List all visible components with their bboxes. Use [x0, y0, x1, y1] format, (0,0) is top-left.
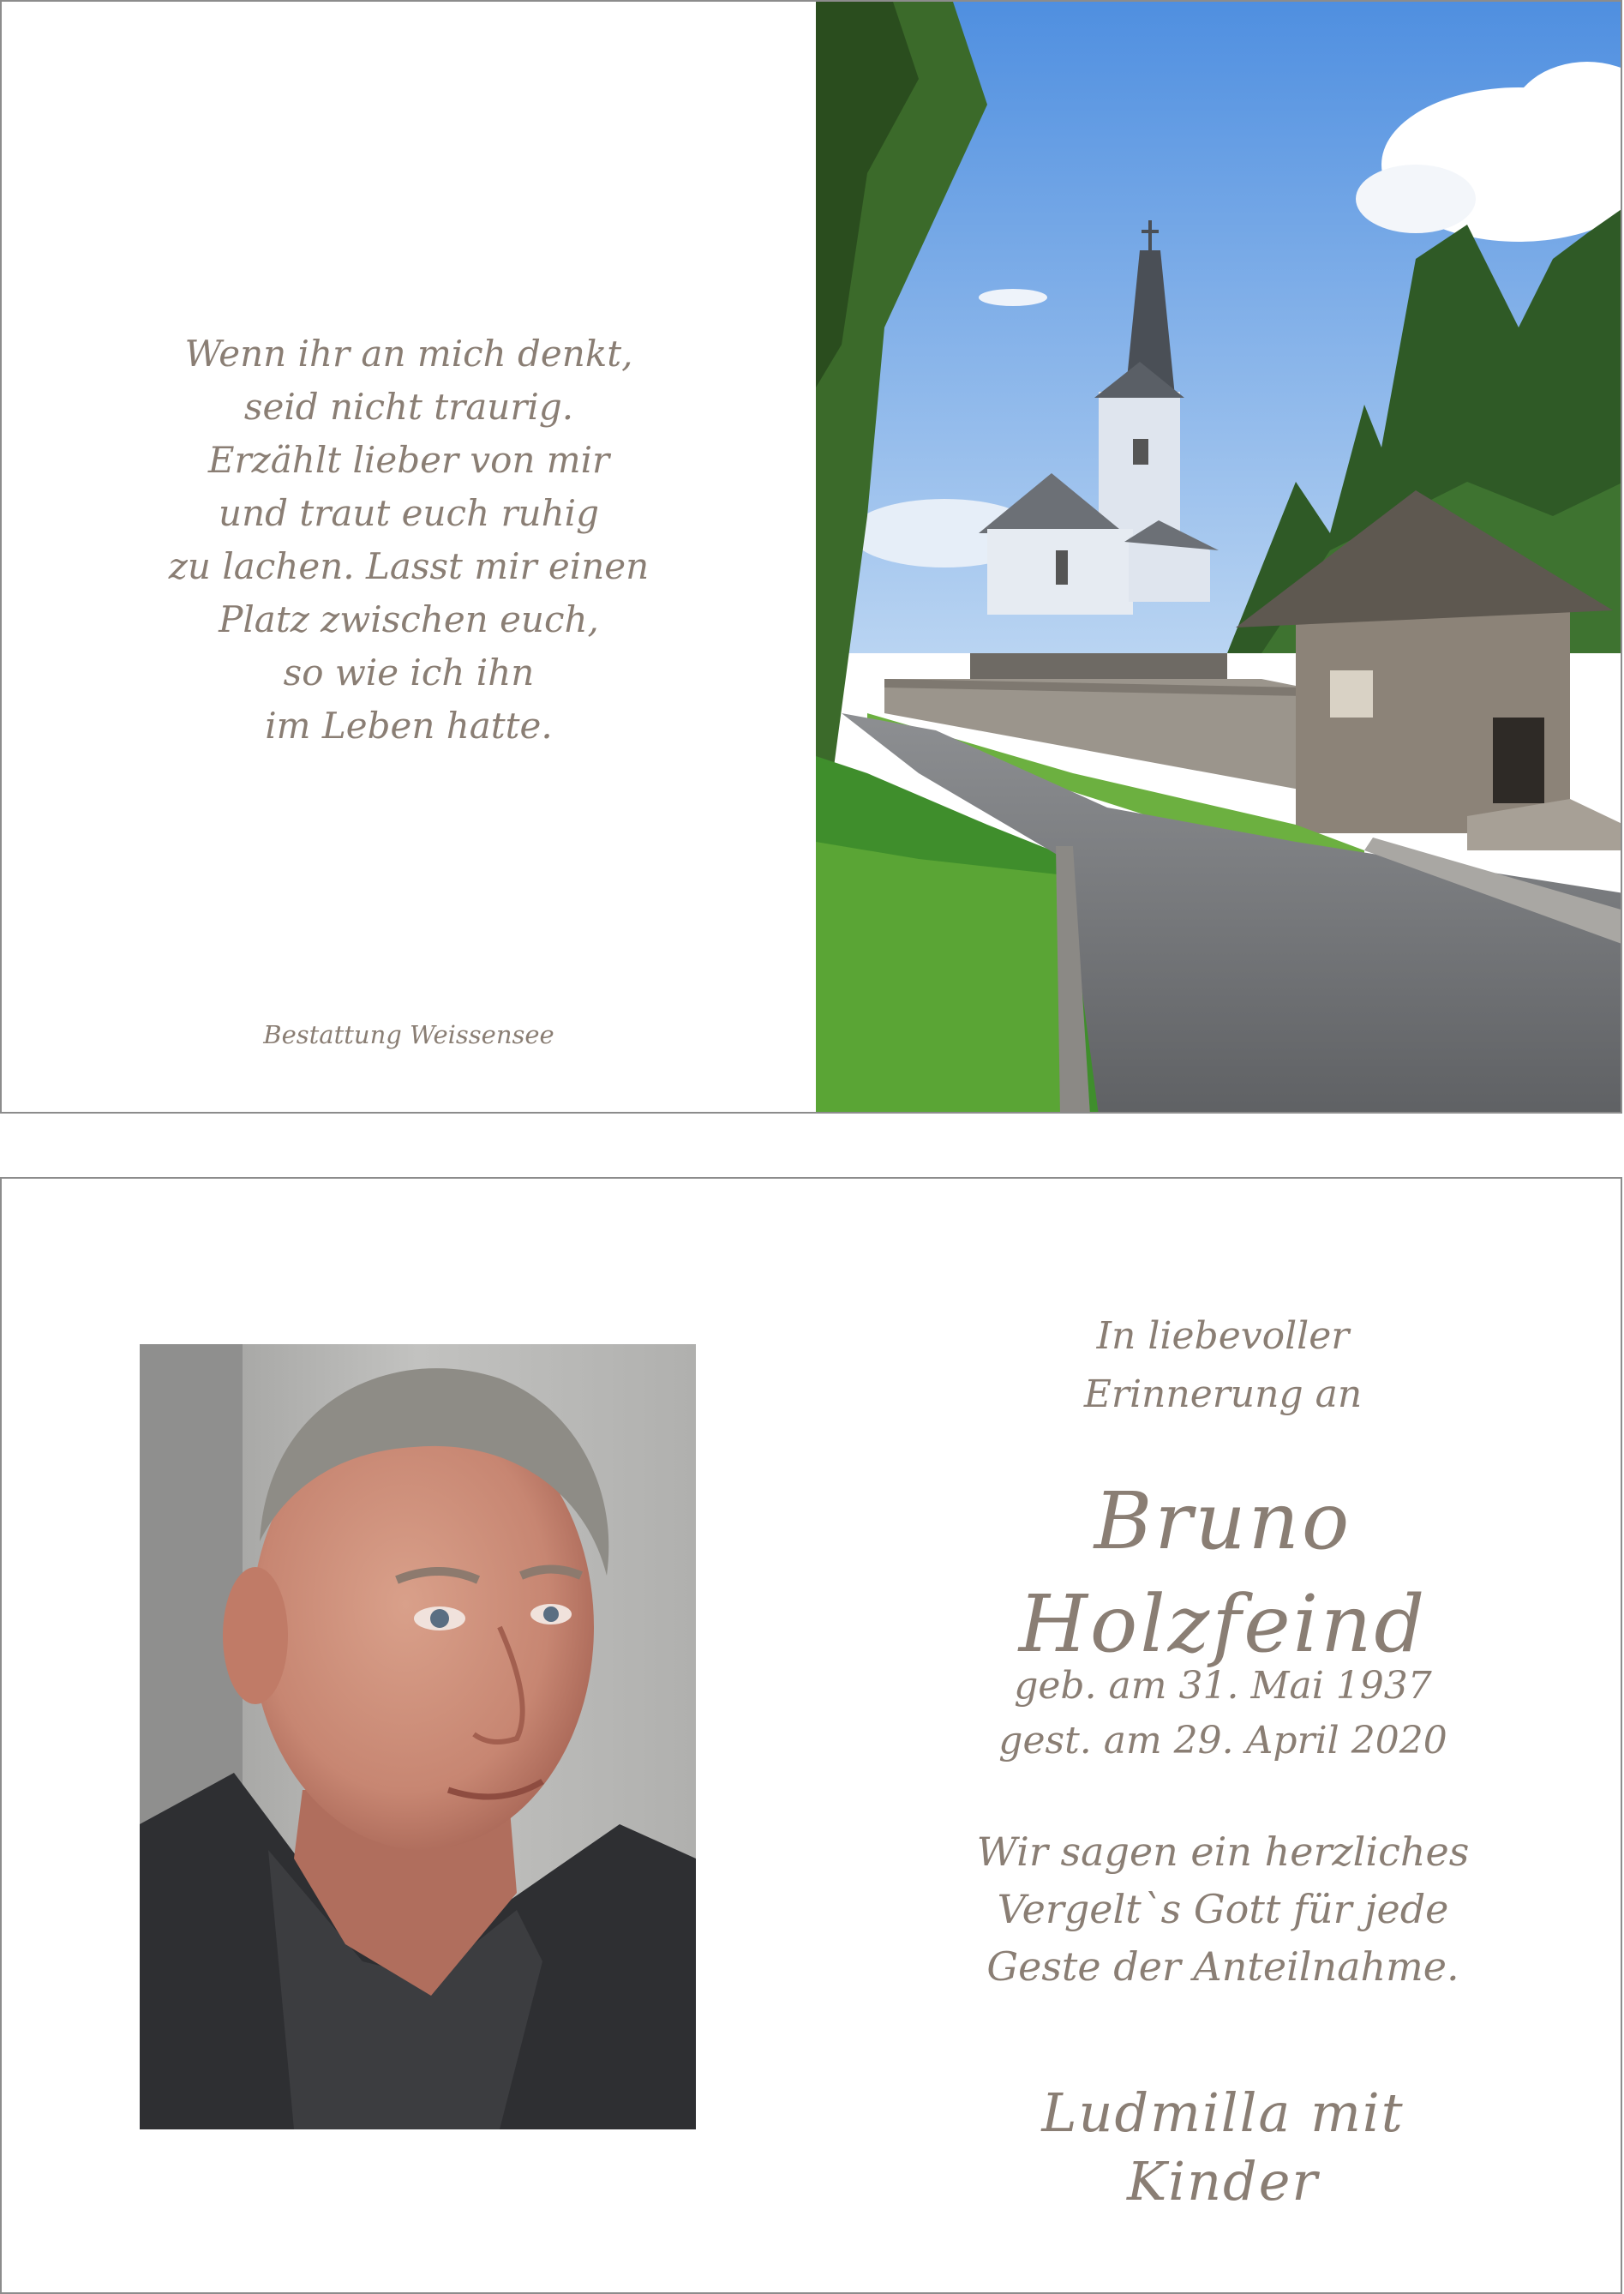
thanks-line: Wir sagen ein herzliches — [976, 1829, 1470, 1875]
intro-text — [944, 1307, 1501, 1424]
family-signature: Ludmilla mit Kinder — [1041, 2081, 1405, 2213]
intro-line: In liebevoller — [1096, 1314, 1350, 1358]
last-name: Holzfeind — [1018, 1578, 1428, 1670]
first-name: Bruno — [1094, 1475, 1352, 1567]
poem-line: Platz zwischen euch, — [219, 598, 599, 640]
life-dates — [944, 1659, 1501, 1769]
thanks-text — [944, 1823, 1501, 1996]
birth-date: geb. am 31. Mai 1937 — [1014, 1664, 1432, 1708]
thanks-line: Geste der Anteilnahme. — [986, 1943, 1459, 1990]
inside-card — [0, 1177, 1622, 2294]
church-cemetery-photo — [816, 2, 1622, 1114]
poem-line: Erzählt lieber von mir — [207, 439, 610, 481]
front-card — [0, 0, 1622, 1114]
poem-line: zu lachen. Lasst mir einen — [168, 545, 650, 587]
poem-line: so wie ich ihn — [283, 652, 535, 694]
intro-line: Erinnerung an — [1083, 1372, 1363, 1416]
deceased-name — [944, 1470, 1501, 1676]
poem-line: seid nicht traurig. — [243, 386, 574, 428]
poem-line: Wenn ihr an mich denkt, — [184, 333, 633, 375]
funeral-home-name: Bestattung Weissensee — [263, 1020, 554, 1049]
poem — [2, 327, 816, 753]
poem-line: und traut euch ruhig — [219, 492, 599, 534]
poem-line: im Leben hatte. — [265, 705, 553, 747]
portrait-photo — [140, 1344, 696, 2129]
thanks-line: Vergelt`s Gott für jede — [997, 1886, 1449, 1932]
death-date: gest. am 29. April 2020 — [998, 1719, 1447, 1763]
